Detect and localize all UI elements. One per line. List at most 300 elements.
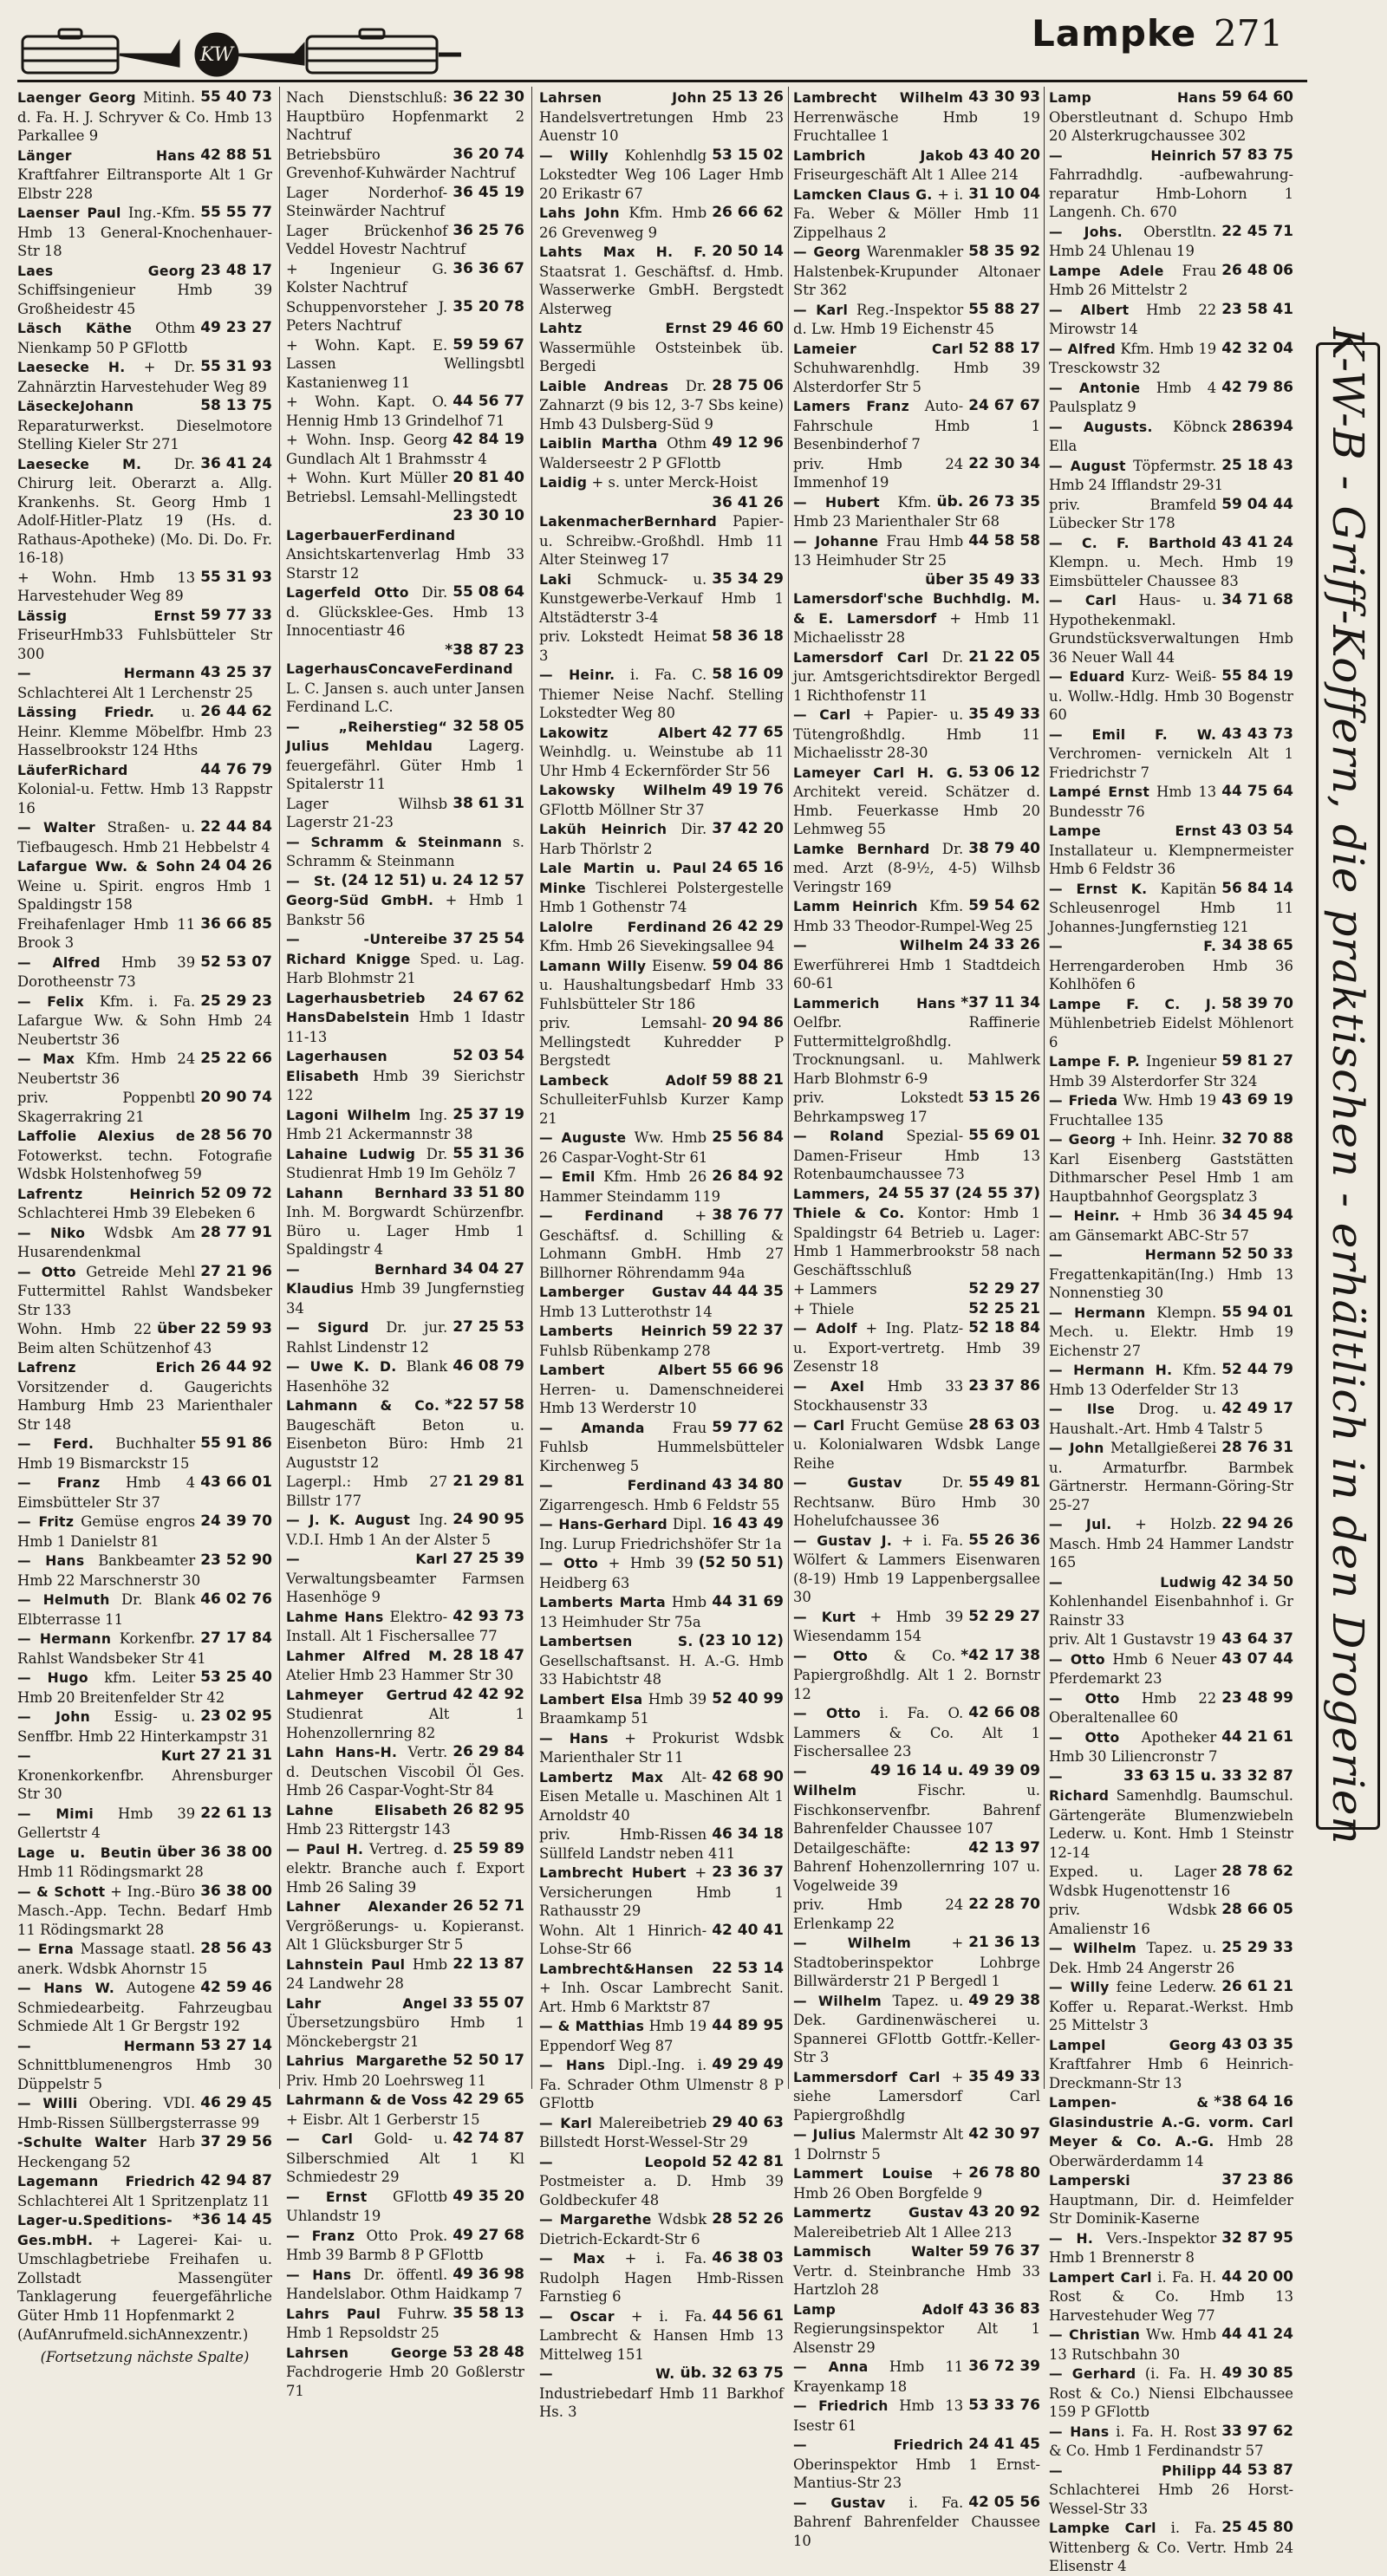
entry-name: — Sigurd: [286, 1320, 369, 1336]
entry-name: Laki: [539, 571, 572, 588]
entry-phone: 25 59 89: [453, 1839, 524, 1857]
entry-phone: (52 50 51): [698, 1554, 784, 1571]
entry-text: Töpfermstr. Hmb 24 Ifflandstr 29-31: [1049, 457, 1224, 493]
entry-phone: 59 22 37: [712, 1322, 784, 1339]
entry-text: Lager Brückenhof Veddel Hovestr Nachtruf: [286, 222, 466, 257]
entry-name: — Kurt: [17, 1748, 196, 1764]
directory-entry: [17, 2172, 272, 2210]
directory-entry: [539, 2210, 784, 2248]
entry-name: — Paul H.: [286, 1841, 364, 1857]
entry-name: LäuferRichard: [17, 762, 128, 778]
entry-phone: 31 10 04: [968, 185, 1040, 203]
entry-phone: 24 41 45: [968, 2436, 1040, 2453]
directory-entry: [793, 2397, 1040, 2435]
entry-name: — Amanda: [539, 1420, 645, 1436]
entry-text: Hmb 11 Krayenkamp 18: [793, 2358, 964, 2395]
directory-entry: [17, 1590, 272, 1629]
directory-entry: [539, 1632, 784, 1689]
column-divider: [531, 87, 532, 2089]
entry-name: — Otto: [793, 1706, 862, 1721]
entry-name: — Felix: [17, 993, 85, 1010]
entry-text: Verchromen- vernickeln Alt 1 Friedrichstr 7: [1049, 745, 1293, 781]
entry-name: Laidig: [539, 475, 588, 491]
entry-text: Hmb 39 Sierichstr 122: [286, 1067, 524, 1103]
directory-entry: [286, 1955, 524, 1994]
entry-phone: 36 41 24: [200, 454, 272, 472]
directory-entry: [539, 1922, 784, 1959]
entry-text: SchulleiterFuhlsb Kurzer Kamp 21: [539, 1091, 784, 1127]
directory-entry: [793, 2125, 1040, 2163]
entry-text: Kurz- Weiß- u. Wollw.-Hdlg. Hmb 30 Bogenstr 60: [1049, 668, 1293, 723]
directory-entry: [1049, 2519, 1293, 2576]
directory-entry: [539, 1207, 784, 1282]
directory-entry: [539, 1960, 784, 2017]
entry-name: Lakowitz Albert: [539, 725, 707, 741]
entry-name: — Hermann: [17, 1631, 112, 1647]
entry-name: — Otto: [793, 1648, 869, 1664]
entry-text: Sped. u. Lag. Harb Blohmstr 21: [286, 950, 524, 986]
entry-name: — Franz: [17, 1475, 101, 1491]
entry-phone: 29 40 63: [712, 2113, 784, 2131]
entry-name: Lässing Friedr.: [17, 705, 155, 720]
entry-name: Lambrecht Hubert: [539, 1865, 687, 1881]
directory-entry: [539, 494, 784, 569]
directory-entry: [539, 2017, 784, 2055]
directory-entry: [539, 1476, 784, 1514]
entry-name: Lampé Ernst: [1049, 784, 1150, 800]
entry-phone: 49 16 14 u. 49 39 09: [869, 1761, 1040, 1779]
directory-entry: [286, 507, 524, 582]
column-2: [286, 88, 525, 2399]
entry-phone: 22 28 70: [968, 1896, 1040, 1913]
entry-text: Othm Nienkamp 50 P GFlottb: [17, 320, 196, 356]
directory-entry: [1049, 301, 1293, 339]
directory-entry: [1049, 2423, 1293, 2461]
entry-text: Kraftfahrer Eiltransporte Alt 1 Gr Elbstr 228: [17, 166, 272, 202]
entry-name: — „Reiherstieg“ Julius Mehldau: [286, 719, 448, 754]
entry-phone: 34 71 68: [1221, 591, 1293, 608]
directory-entry: [17, 358, 272, 396]
entry-phone: 55 69 01: [968, 1127, 1040, 1144]
directory-entry: [539, 1729, 784, 1767]
entry-phone: 21 29 81: [453, 1473, 524, 1490]
entry-text: GFlottb Möllner Str 37: [539, 801, 705, 818]
entry-text: Kfm. Hmb 26 Hammer Steindamm 119: [539, 1168, 721, 1205]
entry-name: — Hubert: [793, 494, 880, 511]
entry-name: Lamersdorf'sche Buchhdlg. M. & E. Lamersdorf: [793, 591, 1040, 627]
entry-name: — Emil: [539, 1169, 596, 1185]
entry-name: — Emil F. W.: [1049, 726, 1217, 743]
entry-name: — Karl: [793, 302, 849, 318]
entry-name: Lampert Carl: [1049, 2269, 1152, 2286]
entry-text: Fregattenkapitän(Ing.) Hmb 13 Nonnenstieg 30: [1049, 1265, 1293, 1301]
entry-phone: 43 07 44: [1221, 1649, 1293, 1668]
directory-entry: [1049, 534, 1293, 591]
entry-text: u. Heinr. Klemme Möbelfbr. Hmb 23 Hasselbrookstr 124 Hths: [17, 704, 272, 758]
entry-text: Fuhrw. Hmb 1 Repsoldstr 25: [286, 2305, 448, 2341]
entry-name: — Margarethe: [539, 2212, 652, 2228]
entry-text: + Ingenieur G. Kolster Nachtruf: [286, 260, 448, 296]
entry-name: — Heinr.: [1049, 1208, 1120, 1224]
entry-name: Lambert Elsa: [539, 1691, 643, 1708]
entry-name: — Oscar: [539, 2308, 615, 2325]
directory-entry: [1049, 2462, 1293, 2519]
entry-name: Lamersdorf Carl: [793, 649, 929, 666]
entry-name: — Alfred: [17, 954, 101, 971]
entry-phone: 43 41 24: [1221, 533, 1293, 551]
directory-entry: [286, 1647, 524, 1685]
entry-text: Wdsbk Dietrich-Eckardt-Str 6: [539, 2211, 707, 2247]
entry-text: Frucht Gemüse u. Kolonialwaren Wdsbk Lange Reihe: [793, 1416, 1040, 1472]
directory-entry: [17, 1263, 272, 1320]
entry-phone: 22 61 13: [200, 1804, 272, 1822]
entry-name: Lampen- & Glasindustrie A.-G. vorm. Carl Meyer & Co. A.-G.: [1049, 2095, 1293, 2150]
directory-entry: [17, 1630, 272, 1668]
entry-name: — Ilse: [1049, 1402, 1116, 1417]
entry-text: Schuppenvorsteher J. Peters Nachtruf: [286, 298, 448, 334]
entry-name: Lafrenz Erich: [17, 1360, 196, 1376]
entry-text: + Wohn. Kurt Müller Betriebsl. Lemsahl-Mellingstedt: [286, 470, 518, 505]
entry-name: Lahs John: [539, 205, 620, 221]
entry-name: Lässig Ernst: [17, 608, 196, 624]
entry-text: priv. Lemsahl-Mellingstedt Kuhredder P Bergstedt: [539, 1015, 784, 1069]
entry-phone: 286394: [1232, 417, 1293, 435]
entry-phone: 29 46 60: [712, 319, 784, 336]
entry-phone: 53 25 40: [200, 1669, 272, 1686]
entry-text: Kronenkorkenfbr. Ahrensburger Str 30: [17, 1766, 272, 1802]
directory-entry: [286, 1260, 524, 1318]
entry-text: Essig- u. Senffbr. Hmb 22 Hinterkampstr 31: [17, 1708, 270, 1745]
entry-phone: 26 44 62: [200, 703, 272, 720]
entry-phone: 20 90 74: [200, 1089, 272, 1106]
directory-entry: [17, 953, 272, 992]
directory-entry: [539, 1283, 784, 1321]
entry-phone: über 22 59 93: [157, 1320, 272, 1337]
entry-name: — C. F. Barthold: [1049, 535, 1217, 551]
entry-name: Lahrs Paul: [286, 2306, 381, 2322]
entry-phone: 55 08 64: [453, 583, 524, 601]
directory-entry: [793, 840, 1040, 897]
entry-name: — Heinrich: [1049, 147, 1217, 164]
entry-phone: 26 44 92: [200, 1358, 272, 1376]
entry-phone: 26 66 62: [712, 204, 784, 221]
entry-name: — Mimi: [17, 1805, 94, 1822]
entry-name: — Christian: [1049, 2327, 1141, 2343]
entry-text: Wohn. Hmb 22 Beim alten Schützenhof 43: [17, 1321, 212, 1356]
entry-text: Kontor: Hmb 1 Spaldingstr 64 Betrieb u. Lager: Hmb 1 Hammerbrookstr 58 nach Geschäftsschluß: [793, 1205, 1041, 1278]
entry-phone: 24 39 70: [200, 1512, 272, 1530]
entry-phone: 59 88 21: [712, 1070, 784, 1089]
entry-phone: 55 91 86: [200, 1434, 272, 1452]
entry-phone: 20 50 14: [712, 243, 784, 260]
directory-entry: [286, 1511, 524, 1549]
entry-text: Schlachterei Alt 1 Lerchenstr 25: [17, 684, 253, 701]
entry-name: Laible Andreas: [539, 378, 669, 394]
column-5: [1049, 88, 1293, 2574]
entry-phone: 24 90 95: [453, 1511, 524, 1528]
entry-name: — Erna: [17, 1942, 75, 1957]
entry-name: — Frieda: [1049, 1093, 1118, 1109]
entry-phone: 43 03 35: [1221, 2035, 1293, 2053]
entry-phone: 28 77 91: [200, 1223, 272, 1241]
entry-phone: 25 29 23: [200, 992, 272, 1010]
directory-entry: [793, 1473, 1040, 1531]
entry-phone: 32 87 95: [1221, 2228, 1293, 2247]
entry-phone: 23 37 86: [968, 1376, 1040, 1395]
directory-entry: [1049, 667, 1293, 725]
directory-entry: [286, 1473, 524, 1510]
directory-entry: [17, 992, 272, 1050]
entry-text: Reparaturwerkst. Dieselmotore Stelling Kieler Str 271: [17, 417, 272, 452]
entry-text: Hmb 39 Dorotheenstr 73: [17, 953, 196, 990]
entry-text: Schnittblumenengros Hmb 30 Düppelstr 5: [17, 2057, 272, 2092]
entry-text: Hmb 23 Rittergstr 143: [286, 1821, 451, 1838]
entry-phone: 35 20 78: [453, 297, 524, 315]
entry-text: & Co. Papiergroßhdlg. Alt 1 2. Bornstr 12: [793, 1647, 1040, 1702]
entry-name: — Max: [17, 1051, 75, 1067]
entry-phone: 42 29 65: [453, 2091, 524, 2108]
directory-entry: [793, 2300, 1040, 2358]
directory-entry: [1049, 1650, 1293, 1688]
entry-name: — August: [1049, 458, 1126, 474]
entry-name: — W.: [539, 2366, 675, 2382]
entry-name: — Otto: [1049, 1729, 1120, 1746]
entry-text: Schiffsingenieur Hmb 39 Großheidestr 45: [17, 282, 272, 317]
entry-name: — Helmuth: [17, 1592, 110, 1608]
directory-entry: [793, 1532, 1040, 1607]
entry-name: Lahrsen John: [539, 90, 707, 106]
entry-name: Lahner Alexander: [286, 1899, 448, 1915]
entry-text: Detailgeschäfte: Bahrenf Hohenzollernring 107 u. Vogelweide 39: [793, 1839, 1040, 1894]
entry-text: s. Schramm & Steinmann: [286, 833, 524, 869]
entry-name: Lafrentz Heinrich: [17, 1186, 196, 1202]
column-4: [793, 88, 1041, 2549]
directory-entry: [1049, 2036, 1293, 2093]
entry-text: Oberinspektor Hmb 1 Ernst-Mantius-Str 23: [793, 2456, 1040, 2491]
entry-phone: 44 44 35: [712, 1283, 784, 1300]
entry-text: Hmb 19 Eppendorf Weg 87: [539, 2018, 707, 2054]
entry-text: Baugeschäft Beton u. Eisenbeton Büro: Hmb 21 Auguststr 12: [286, 1416, 524, 1471]
entry-name: — Auguste: [539, 1130, 627, 1146]
entry-name: — Otto: [539, 1556, 599, 1571]
entry-phone: 37 23 86: [1221, 2171, 1293, 2189]
entry-text: Handelsvertretungen Hmb 23 Auenstr 10: [539, 108, 784, 144]
svg-text:KW: KW: [199, 44, 234, 66]
entry-name: Lammisch Walter: [793, 2244, 964, 2260]
entry-name: Lambrecht Wilhelm: [793, 90, 964, 106]
directory-entry: [539, 1014, 784, 1070]
entry-phone: 37 29 56: [200, 2133, 272, 2150]
directory-entry: [793, 2242, 1040, 2300]
directory-entry: [1049, 1630, 1293, 1649]
directory-entry: [793, 243, 1040, 300]
entry-name: LäseckeJohann: [17, 399, 134, 414]
entry-phone: 49 12 96: [712, 434, 784, 452]
entry-phone: 22 45 71: [1221, 222, 1293, 240]
entry-name: — Albert: [1049, 302, 1130, 318]
entry-text: i. Fa. Bahrenf Bahrenfelder Chaussee 10: [793, 2494, 1040, 2549]
entry-name: — Hans-Gerhard: [539, 1517, 667, 1532]
entry-name: — Niko: [17, 1225, 86, 1241]
entry-text: Dir. Harb Thörlstr 2: [539, 821, 707, 857]
entry-name: Lambertsen S.: [539, 1634, 694, 1649]
entry-phone: 44 31 69: [712, 1593, 784, 1610]
directory-entry: [286, 298, 524, 335]
entry-text: Lager Wilhsb Lagerstr 21-23: [286, 795, 448, 830]
column-3: [539, 88, 784, 2420]
entry-text: Kfm. Hmb 19 Tresckowstr 32: [1049, 340, 1217, 376]
directory-entry: [1049, 146, 1293, 222]
directory-entry: [1049, 1207, 1293, 1245]
entry-name: Lamm Heinrich: [793, 899, 918, 914]
entry-name: Lambeck Adolf: [539, 1072, 707, 1089]
entry-text: Hmb 11 Rödingsmarkt 28: [17, 1864, 204, 1880]
entry-phone: 43 40 20: [968, 146, 1040, 164]
directory-entry: [539, 473, 784, 493]
column-divider: [788, 87, 789, 2089]
entry-phone: 22 53 14: [712, 1959, 784, 1977]
directory-entry: [539, 1071, 784, 1129]
entry-text: + Eisbr. Alt 1 Gerberstr 15: [286, 2111, 480, 2128]
entry-name: Lalolre Ferdinand: [539, 919, 707, 935]
entry-phone: *22 57 58: [445, 1396, 524, 1414]
entry-name: — Wilhelm: [793, 1935, 912, 1951]
directory-entry: [1049, 2268, 1293, 2326]
entry-text: Warenmakler Halstenbek-Krupunder Altonaer Str 362: [793, 244, 1040, 298]
entry-phone: 33 55 07: [453, 1994, 524, 2012]
entry-name: Lamke Bernhard: [793, 841, 930, 857]
entry-phone: 25 22 66: [200, 1050, 272, 1067]
entry-text: Weine u. Spirit. engros Hmb 1 Spaldingstr 158: [17, 877, 272, 913]
entry-phone: 43 30 93: [968, 88, 1040, 106]
directory-entry: [539, 434, 784, 472]
directory-entry: [1049, 1130, 1293, 1206]
entry-phone: 53 27 14: [200, 2036, 272, 2054]
entry-phone: (24 12 51) u. 24 12 57: [341, 871, 524, 889]
entry-text: + Inh. Oscar Lambrecht Sanit. Art. Hmb 6 Marktstr 87: [539, 1980, 784, 2015]
entry-text: Malereibetrieb Alt 1 Allee 213: [793, 2223, 1013, 2241]
entry-name: — Karl: [286, 1551, 448, 1567]
entry-text: Ingenieur Hmb 39 Alsterdorfer Str 324: [1049, 1053, 1258, 1090]
entry-text: Oberstltn. Hmb 24 Uhlenau 19: [1049, 223, 1217, 259]
entry-phone: 49 36 98: [453, 2265, 524, 2283]
entry-text: Kfm. Hmb 33 Theodor-Rumpel-Weg 25: [793, 898, 1033, 934]
entry-text: Fotowerkst. techn. Fotografie Wdsbk Holstenhofweg 59: [17, 1147, 272, 1182]
entry-text: Schuhwarenhdlg. Hmb 39 Alsterdorfer Str 5: [793, 360, 1040, 395]
entry-name: — Fritz: [17, 1514, 75, 1530]
entry-text: Ing.-Kfm. Hmb 13 General-Knochenhauer-Str 18: [17, 205, 272, 259]
entry-name: — Hans: [539, 2058, 606, 2073]
entry-name: — Willy: [539, 147, 609, 164]
entry-text: Gesellschaftsanst. H. A.-G. Hmb 33 Habichtstr 48: [539, 1652, 784, 1688]
entry-text: Wassermühle Oststeinbek üb. Bergedi: [539, 339, 784, 374]
entry-name: — Heinr.: [539, 667, 615, 683]
entry-text: Harb Heckengang 52: [17, 2134, 196, 2170]
directory-entry: [793, 1416, 1040, 1473]
entry-phone: 53 28 48: [453, 2343, 524, 2361]
entry-phone: 55 31 93: [200, 568, 272, 586]
directory-entry: [793, 2436, 1040, 2493]
entry-name: — Max: [539, 2251, 605, 2267]
directory-entry: [1049, 1439, 1293, 1514]
entry-name: — Leopold: [539, 2154, 707, 2170]
directory-entry: [286, 393, 524, 430]
directory-entry: [17, 397, 272, 454]
entry-phone: 55 26 36: [968, 1531, 1040, 1549]
directory-entry: [17, 1940, 272, 1978]
entry-text: Tapez. u. Dek. Gardinenwäscherei u. Spannerei GFlottb Gottfr.-Keller-Str 3: [793, 1992, 1040, 2065]
directory-entry: [286, 2091, 524, 2129]
entry-phone: 56 84 14: [1221, 879, 1293, 897]
entry-text: Kfm. i. Fa. Lafargue Ww. & Sohn Hmb 24 Neubertstr 36: [17, 992, 272, 1048]
entry-phone: 42 05 56: [968, 2493, 1040, 2511]
entry-text: + i. Fa. Lambrecht & Hansen Hmb 13 Mittelweg 151: [539, 2307, 784, 2363]
directory-entry: [539, 1515, 784, 1553]
entry-phone: 36 36 67: [453, 259, 524, 277]
entry-name: — Wilhelm: [793, 1763, 857, 1799]
vertical-advert: [1316, 327, 1380, 1845]
entry-text: Dr. Rechtsanw. Büro Hmb 30 Hohelufchaussee 36: [793, 1474, 1040, 1529]
entry-text: Blank Hasenhöhe 32: [286, 1358, 448, 1395]
entry-text: Dr. jur. Amtsgerichtsdirektor Bergedl 1 Richthofenstr 11: [793, 648, 1040, 704]
entry-text: Regierungsinspektor Alt 1 Alsenstr 29: [793, 2320, 1040, 2356]
entry-name: Lameyer Carl H. G.: [793, 764, 964, 781]
entry-phone: 59 77 62: [712, 1418, 784, 1436]
entry-text: Klempn. u. Mech. Hmb 19 Eimsbütteler Chaussee 83: [1049, 554, 1293, 589]
entry-text: + Hmb 36 am Gänsemarkt ABC-Str 57: [1049, 1207, 1249, 1244]
directory-entry: [1049, 1304, 1293, 1361]
entry-name: — Gerhard: [1049, 2366, 1136, 2382]
entry-phone: 55 94 01: [1221, 1303, 1293, 1321]
directory-entry: [286, 1801, 524, 1839]
entry-name: Laenger Georg: [17, 90, 136, 106]
entry-name: Läsch Käthe: [17, 321, 133, 336]
entry-phone: 52 50 17: [453, 2052, 524, 2069]
entry-text: Herrenwäsche Hmb 19 Fruchtallee 1: [793, 108, 1040, 144]
entry-text: Exped. u. Lager Wdsbk Hugenottenstr 16: [1049, 1864, 1231, 1899]
entry-name: Lambert Albert: [539, 1363, 707, 1378]
entry-text: Samenhdlg. Baumschul. Gärtengeräte Blumenzwiebeln Lederw. u. Kont. Hmb 1 Steinstr 12-14: [1049, 1787, 1293, 1861]
directory-entry: [793, 532, 1040, 570]
directory-entry: [17, 1708, 272, 1746]
directory-entry: [793, 648, 1040, 706]
entry-phone: 59 04 44: [1221, 495, 1293, 513]
entry-name: Lahne Elisabeth: [286, 1802, 448, 1818]
entry-text: Kfm. Hmb 13 Oderfelder Str 13: [1049, 1362, 1240, 1398]
entry-phone: 52 88 17: [968, 339, 1040, 357]
entry-text: Autogene Schmiedearbeitg. Fahrzeugbau Schmiede Alt 1 Gr Bergstr 192: [17, 1980, 272, 2034]
entry-phone: 27 17 84: [200, 1630, 272, 1647]
entry-phone: 59 77 33: [200, 606, 272, 624]
entry-phone: 42 42 92: [453, 1685, 524, 1703]
directory-entry: [17, 262, 272, 319]
entry-name: — Philipp: [1049, 2462, 1217, 2479]
entry-phone: 53 15 02: [712, 146, 784, 164]
entry-text: Studienrat Alt 1 Hohenzollernring 82: [286, 1706, 524, 1741]
entry-phone: 42 49 17: [1221, 1400, 1293, 1417]
entry-text: Haus- u. Hypothekenmakl. Grundstücksverwaltungen Hmb 36 Neuer Wall 44: [1049, 592, 1293, 666]
entry-text: Atelier Hmb 23 Hammer Str 30: [286, 1667, 514, 1683]
entry-phone: 52 42 81: [712, 2152, 784, 2170]
entry-name: Lahrmann & de Voss: [286, 2092, 448, 2108]
entry-phone: 43 64 37: [1221, 1630, 1293, 1648]
directory-entry: [1049, 2365, 1293, 2422]
entry-phone: 22 94 26: [1221, 1515, 1293, 1532]
entry-text: Dr. Zahnarzt (9 bis 12, 3-7 Sbs keine) Hmb 43 Dulsberg-Süd 9: [539, 377, 784, 433]
entry-name: Lamann Willy: [539, 958, 647, 974]
entry-phone: üb. 32 63 75: [680, 2365, 784, 2382]
entry-phone: 32 70 88: [1221, 1130, 1293, 1148]
